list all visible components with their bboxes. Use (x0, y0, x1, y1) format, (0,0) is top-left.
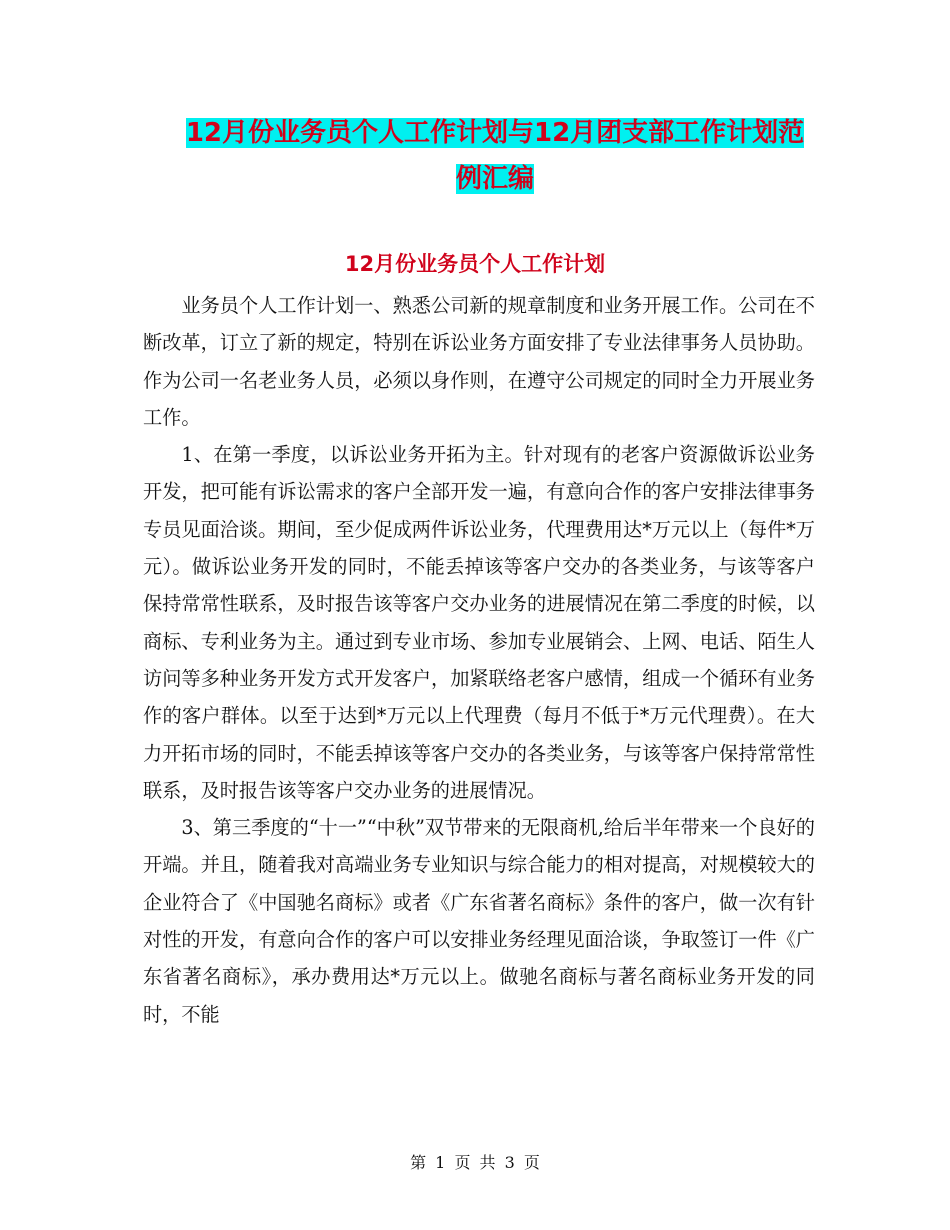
document-title-line-2: 例汇编 (455, 164, 534, 194)
page-footer: 第 1 页 共 3 页 (410, 1153, 540, 1172)
paragraph: 1、在第一季度，以诉讼业务开拓为主。针对现有的老客户资源做诉讼业务开发，把可能有诉讼需求的客户全部开发一遍，有意向合作的客户安排法律事务专员见面洽谈。期间，至少促成两件诉讼业务，代理费用达*万元以上（每件*万元）。做诉讼业务开发的同时，不能丢掉该等客户交办的各类业务，与该等客户保持常常性联系，及时报告该等客户交办业务的进展情况在第二季度的时候，以商标、专利业务为主。通过到专业市场、参加专业展销会、上网、电话、陌生人访问等多种业务开发方式开发客户，加紧联络老客户感情，组成一个循环有业务作的客户群体。以至于达到*万元以上代理费（每月不低于*万元代理费）。在大力开拓市场的同时，不能丢掉该等客户交办的各类业务，与该等客户保持常常性联系，及时报告该等客户交办业务的进展情况。 (143, 443, 815, 802)
document-title-line-1: 12月份业务员个人工作计划与12月团支部工作计划范 (185, 118, 805, 148)
document-title (145, 110, 845, 202)
section-title: 12月份业务员个人工作计划 (344, 252, 606, 276)
paragraph: 3、第三季度的“十一”“中秋”双节带来的无限商机,给后半年带来一个良好的开端。并且，随着我对高端业务专业知识与综合能力的相对提高，对规模较大的企业符合了《中国驰名商标》或者《广东省著名商标》条件的客户，做一次有针对性的开发，有意向合作的客户可以安排业务经理见面洽谈，争取签订一件《广东省著名商标》，承办费用达*万元以上。做驰名商标与著名商标业务开发的同时，不能 (143, 816, 815, 1026)
paragraph: 业务员个人工作计划一、熟悉公司新的规章制度和业务开展工作。公司在不断改革，订立了新的规定，特别在诉讼业务方面安排了专业法律事务人员协助。作为公司一名老业务人员，必须以身作则，在遵守公司规定的同时全力开展业务工作。 (143, 294, 815, 429)
document-body (143, 287, 815, 1033)
